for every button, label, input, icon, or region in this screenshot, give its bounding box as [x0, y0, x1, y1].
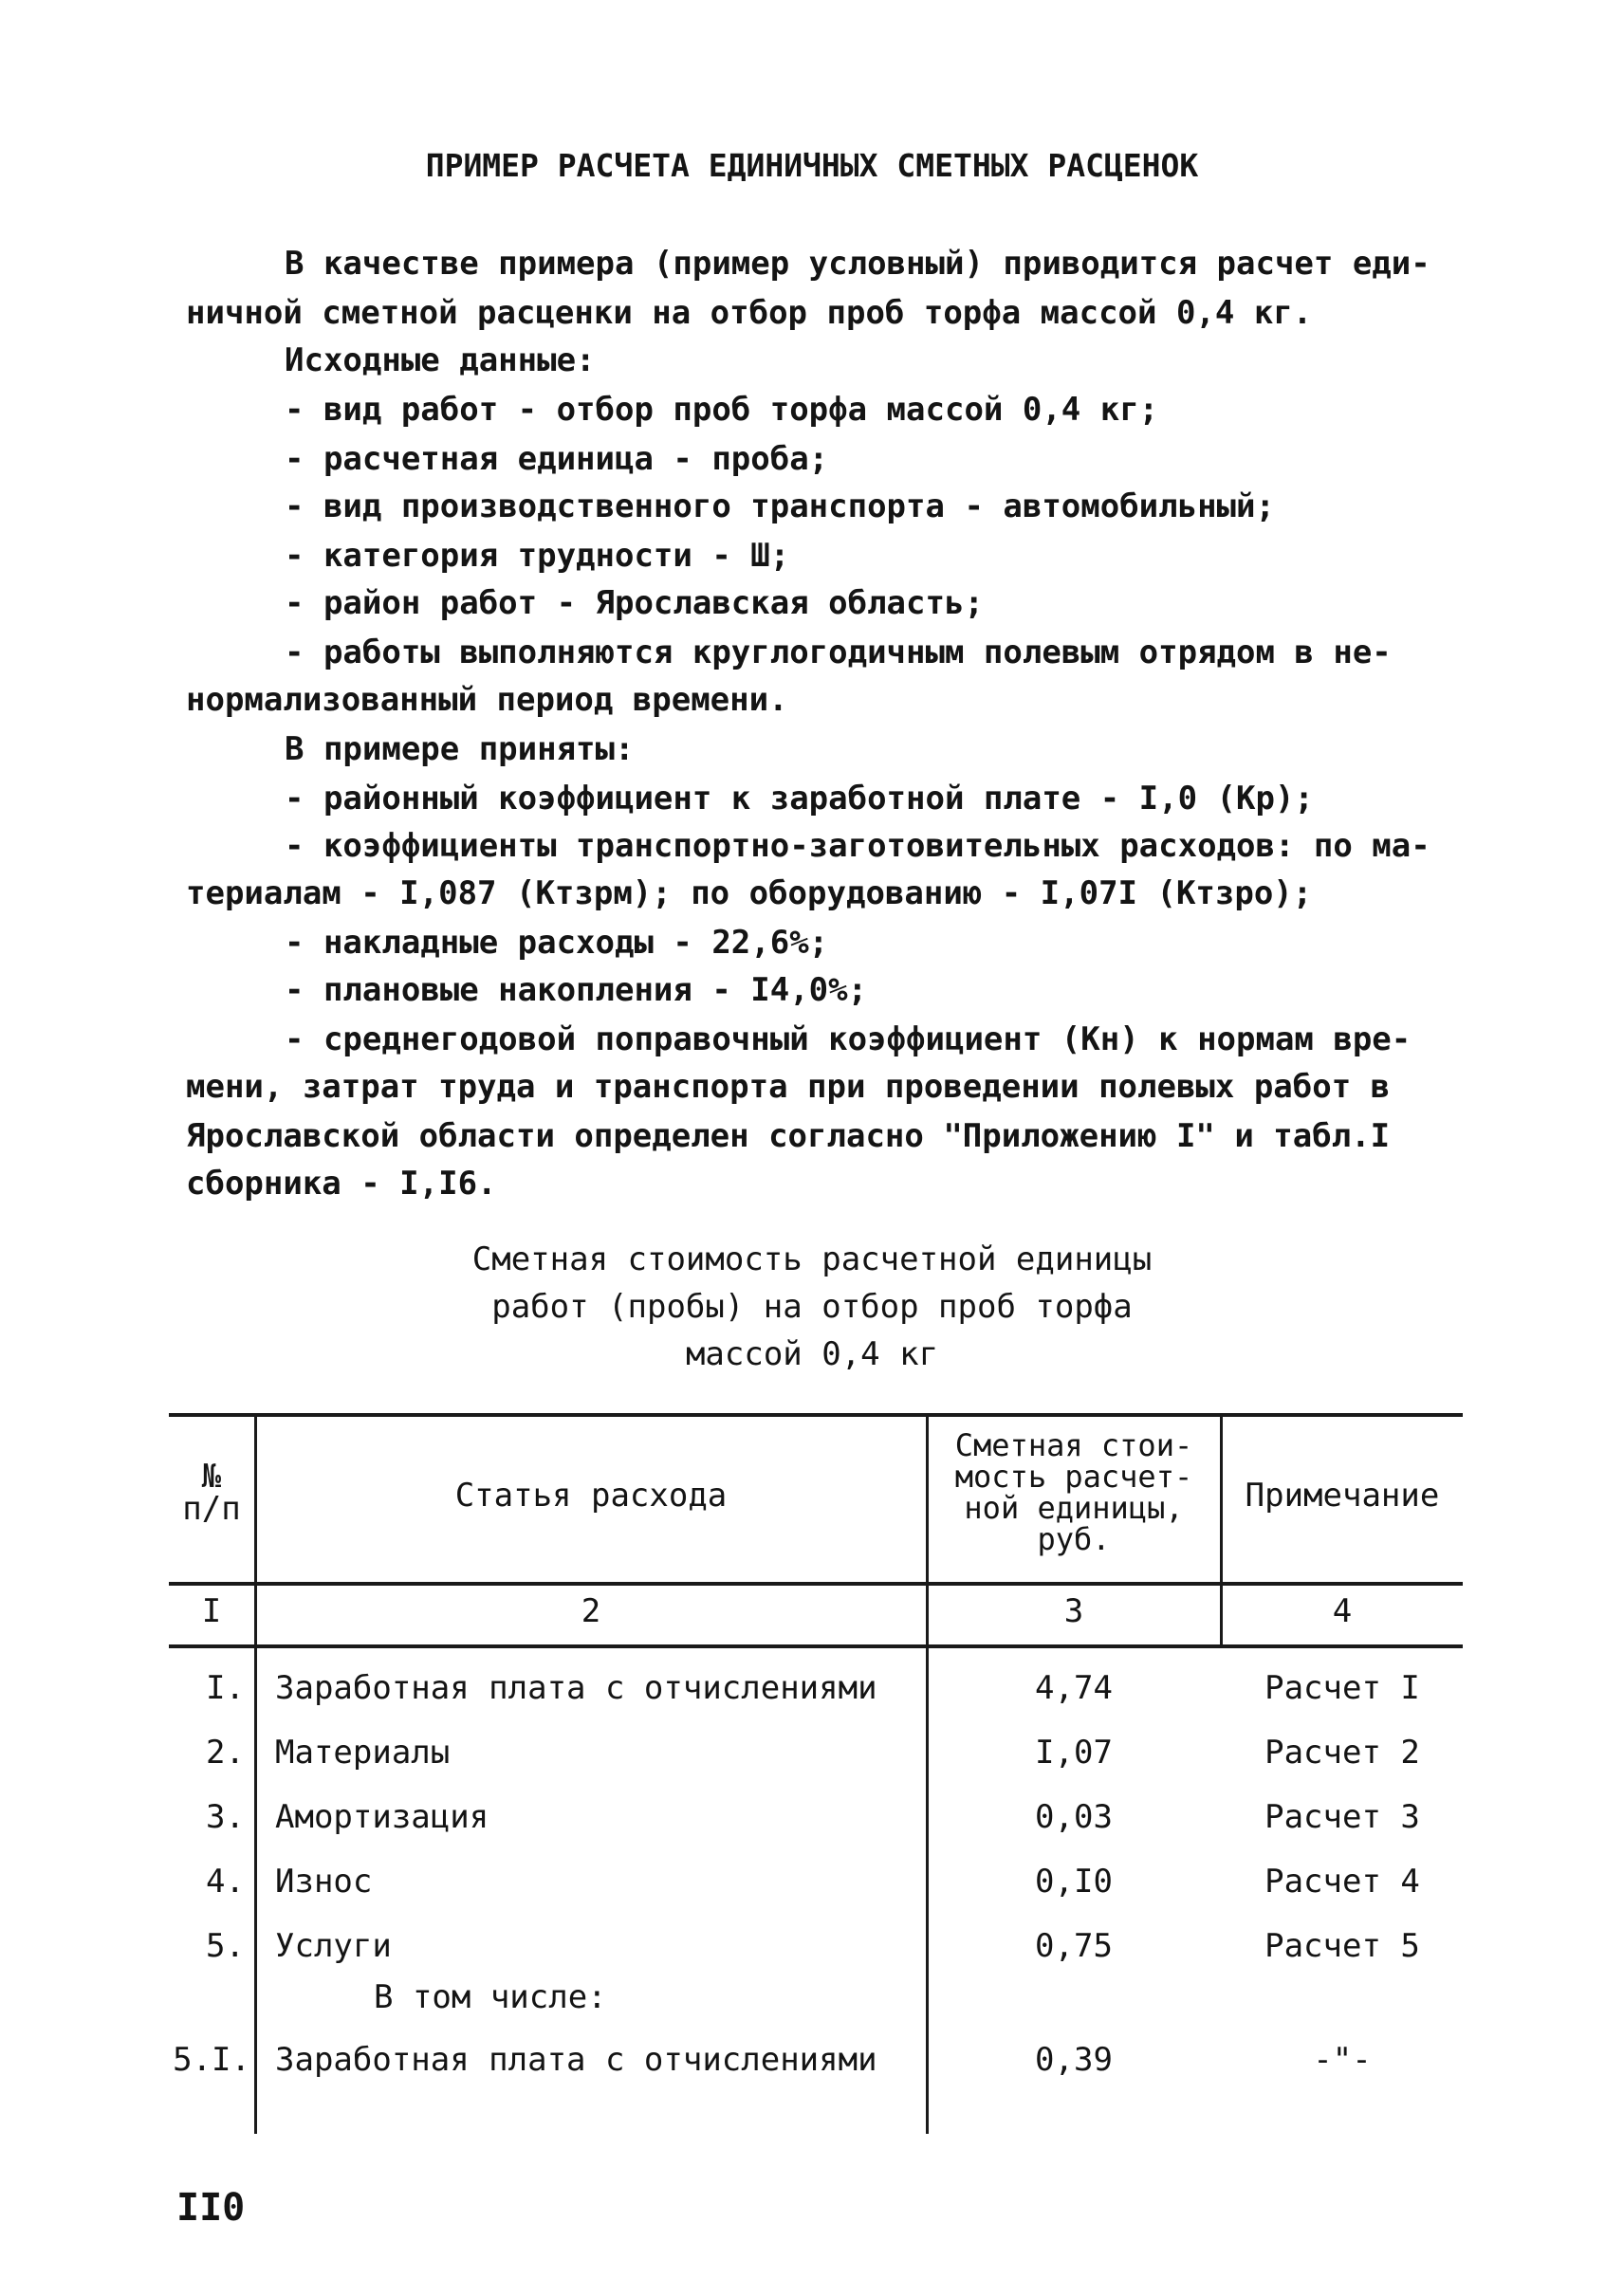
source-item-2: - расчетная единица - проба;: [285, 440, 829, 478]
source-item-5: - район работ - Ярославская область;: [285, 584, 984, 622]
source-item-6b: нормализованный период времени.: [186, 681, 788, 719]
accepted-item-5a: - среднегодовой поправочный коэффициент (Кн) к нормам вре-: [285, 1020, 1412, 1058]
intro-line-2: ничной сметной расценки на отбор проб торфа массой 0,4 кг.: [186, 294, 1313, 332]
page-number: II0: [176, 2186, 246, 2230]
accepted-item-5c: Ярославской области определен согласно "Приложению I" и табл.I: [186, 1117, 1391, 1155]
col-divider-1: [254, 1413, 257, 2134]
table-caption-line-2: работ (пробы) на отбор проб торфа: [491, 1288, 1133, 1326]
colnum-3: 3: [1063, 1592, 1084, 1630]
header-number: № п/п: [182, 1458, 241, 1528]
accepted-item-2a: - коэффициенты транспортно-заготовительных расходов: по ма-: [285, 827, 1430, 865]
colnum-rule: [169, 1644, 1463, 1648]
accepted-item-2b: териалам - I,087 (Ктзрм); по оборудованию - I,07I (Ктзро);: [186, 874, 1313, 912]
table-caption-line-3: массой 0,4 кг: [685, 1335, 939, 1373]
accepted-item-5b: мени, затрат труда и транспорта при проведении полевых работ в: [186, 1068, 1391, 1106]
including-label: В том числе:: [374, 1978, 607, 2016]
accepted-item-3: - накладные расходы - 22,6%;: [285, 924, 829, 962]
source-data-heading: Исходные данные:: [285, 341, 596, 379]
header-expense-item: Статья расхода: [454, 1477, 728, 1515]
table-caption-line-1: Сметная стоимость расчетной единицы: [471, 1240, 1153, 1278]
header-note: Примечание: [1245, 1477, 1440, 1515]
source-item-6a: - работы выполняются круглогодичным полевым отрядом в не-: [285, 634, 1392, 671]
colnum-4: 4: [1332, 1592, 1353, 1630]
source-item-4: - категория трудности - Ш;: [285, 537, 790, 575]
source-item-3: - вид производственного транспорта - автомобильный;: [285, 487, 1275, 525]
accepted-item-1: - районный коэффициент к заработной плате - I,0 (Кр);: [285, 780, 1314, 817]
accepted-item-5d: сборника - I,I6.: [186, 1165, 497, 1203]
accepted-heading: В примере приняты:: [285, 730, 635, 768]
source-item-1: - вид работ - отбор проб торфа массой 0,4 кг;: [285, 391, 1159, 429]
accepted-item-4: - плановые накопления - I4,0%;: [285, 971, 868, 1009]
cost-table: № п/п Статья расхода Сметная стои- мость расчет- ной единицы, руб. Примечание I 2 3 4 I. Заработная плата с отчислениями 4,74 Расчет I 2. Материалы I,07 Расчет 2 3. Амортизация 0,03 Расчет 3 4. Износ 0,I0 Расчет 4 5. Услуги 0,75 Расчет 5 В том числе: 5.I. Заработная плата с отчислениями 0,39 -"-: [169, 1413, 1463, 2134]
page-title: ПРИМЕР РАСЧЕТА ЕДИНИЧНЫХ СМЕТНЫХ РАСЦЕНОК: [425, 147, 1199, 184]
colnum-1: I: [201, 1592, 222, 1630]
colnum-2: 2: [581, 1592, 601, 1630]
intro-line-1: В качестве примера (пример условный) приводится расчет еди-: [285, 245, 1430, 283]
table-top-rule: [169, 1413, 1463, 1417]
header-rule: [169, 1582, 1463, 1586]
header-cost: Сметная стои- мость расчет- ной единицы, руб.: [954, 1427, 1193, 1557]
